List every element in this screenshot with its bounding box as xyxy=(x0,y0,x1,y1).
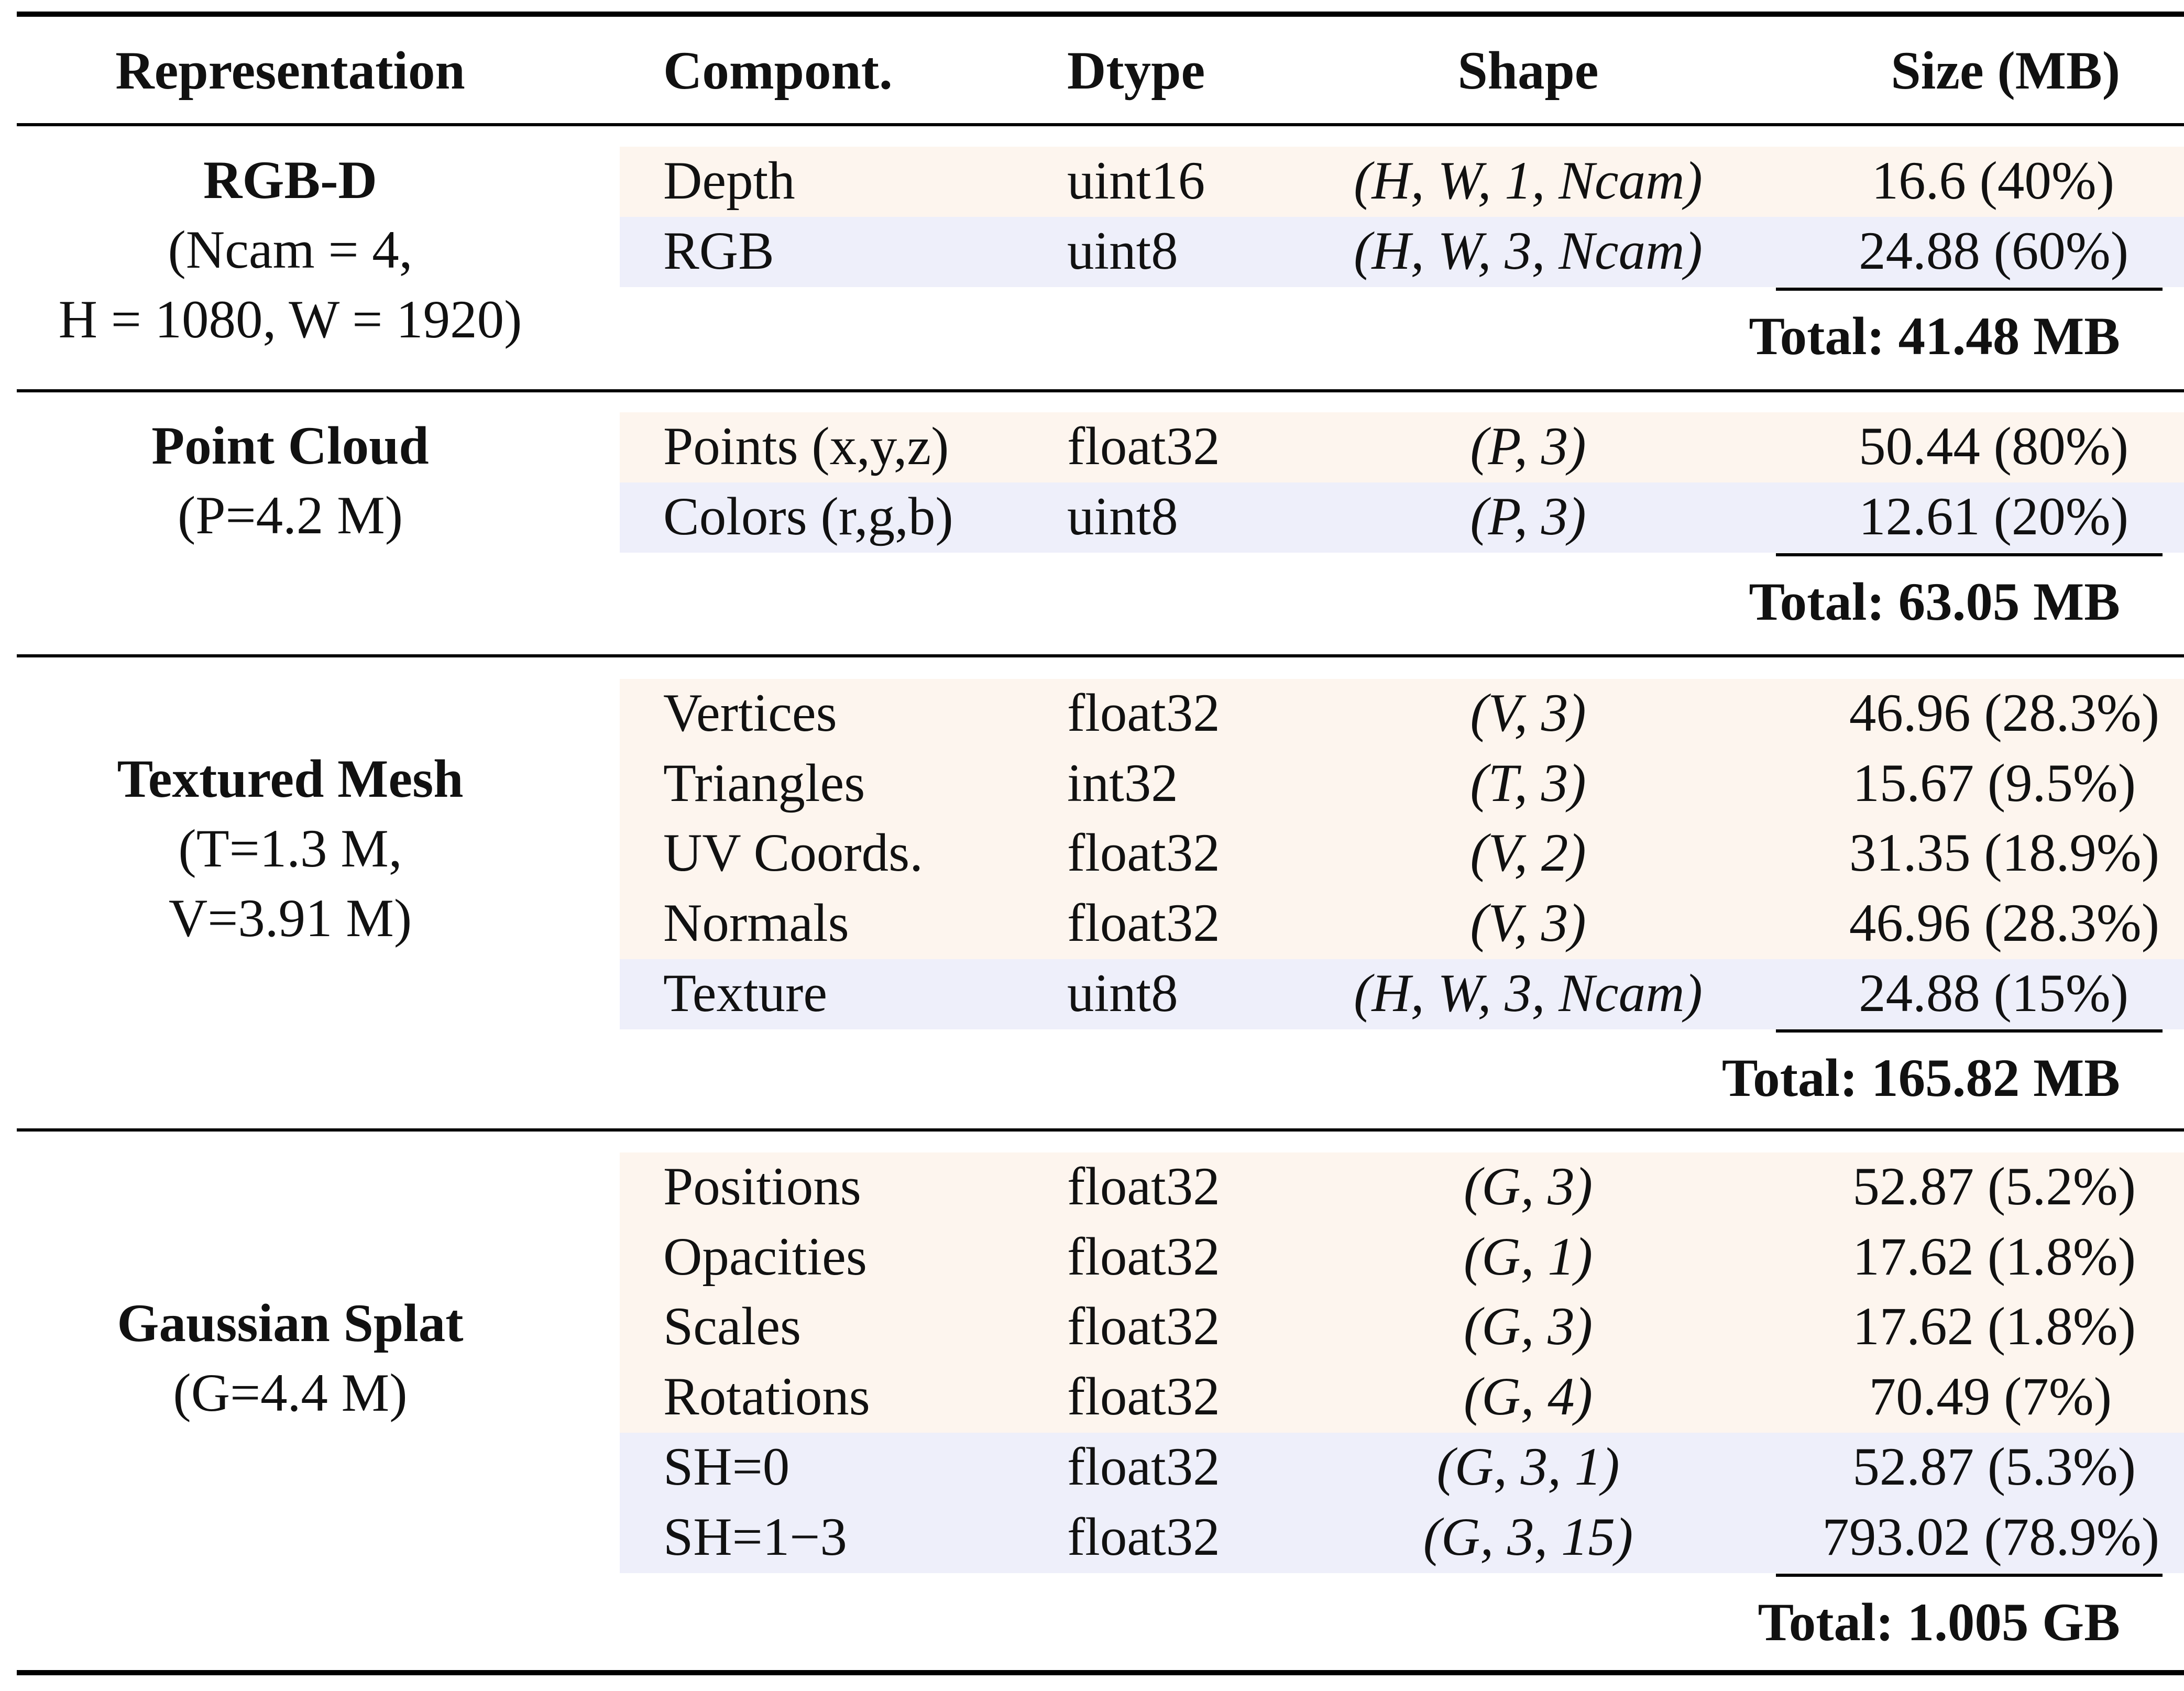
group-total: Total: 1.005 GB xyxy=(1758,1593,2120,1652)
dtype-cell: uint8 xyxy=(1067,221,1178,281)
component-cell: SH=1−3 xyxy=(663,1507,847,1567)
dtype-cell: uint16 xyxy=(1067,151,1205,211)
component-cell: Texture xyxy=(663,963,828,1023)
size-cell: 15.67 (9.5%) xyxy=(1852,753,2136,813)
size-cell: 46.96 (28.3%) xyxy=(1849,683,2159,743)
representation-name: Gaussian Splat xyxy=(117,1293,464,1353)
component-cell: Vertices xyxy=(663,683,837,743)
component-cell: UV Coords. xyxy=(663,823,923,883)
size-cell: 793.02 (78.9%) xyxy=(1822,1507,2159,1567)
header-shape: Shape xyxy=(1457,41,1599,101)
shape-cell: (G, 3, 1) xyxy=(1436,1437,1620,1497)
dtype-cell: uint8 xyxy=(1067,963,1178,1023)
subtotal-rule xyxy=(1776,1029,2163,1033)
representation-cell xyxy=(117,1289,463,1428)
group-total: Total: 165.82 MB xyxy=(1721,1048,2120,1108)
header-dtype: Dtype xyxy=(1067,41,1205,101)
dtype-cell: float32 xyxy=(1067,1437,1220,1497)
dtype-cell: float32 xyxy=(1067,1227,1220,1287)
header-representation: Representation xyxy=(115,41,465,101)
representation-params: V=3.91 M) xyxy=(168,888,412,948)
dtype-cell: float32 xyxy=(1067,416,1220,476)
shape-cell: (G, 3) xyxy=(1464,1297,1593,1356)
group-total: Total: 63.05 MB xyxy=(1749,572,2120,632)
dtype-cell: float32 xyxy=(1067,1157,1220,1216)
representation-name: RGB-D xyxy=(203,150,377,210)
component-cell: Colors (r,g,b) xyxy=(663,487,953,546)
representation-cell xyxy=(151,411,429,551)
component-cell: Opacities xyxy=(663,1227,867,1287)
dtype-cell: float32 xyxy=(1067,1507,1220,1567)
component-cell: Depth xyxy=(663,151,795,211)
header-component: Compont. xyxy=(663,41,893,101)
representation-params: (Ncam = 4, xyxy=(168,220,413,280)
component-cell: Scales xyxy=(663,1297,802,1356)
group-divider xyxy=(17,1128,2184,1132)
size-cell: 46.96 (28.3%) xyxy=(1849,893,2159,953)
group-divider xyxy=(17,389,2184,392)
component-cell: Rotations xyxy=(663,1367,870,1426)
size-cell: 70.49 (7%) xyxy=(1869,1367,2112,1426)
shape-cell: (H, W, 1, Ncam) xyxy=(1354,151,1703,211)
size-cell: 24.88 (15%) xyxy=(1859,963,2128,1023)
shape-cell: (G, 3) xyxy=(1464,1157,1593,1216)
bottom-rule xyxy=(17,1670,2184,1675)
representation-cell xyxy=(59,146,522,355)
representation-params: (T=1.3 M, xyxy=(178,819,402,879)
header-rule xyxy=(17,123,2184,126)
shape-cell: (G, 4) xyxy=(1464,1367,1593,1426)
shape-cell: (H, W, 3, Ncam) xyxy=(1354,963,1703,1023)
shape-cell: (H, W, 3, Ncam) xyxy=(1354,221,1703,281)
size-cell: 17.62 (1.8%) xyxy=(1852,1227,2136,1287)
component-cell: RGB xyxy=(663,221,774,281)
dtype-cell: int32 xyxy=(1067,753,1178,813)
size-cell: 24.88 (60%) xyxy=(1859,221,2128,281)
component-cell: Triangles xyxy=(663,753,865,813)
component-cell: Normals xyxy=(663,893,849,953)
group-divider xyxy=(17,654,2184,657)
size-cell: 31.35 (18.9%) xyxy=(1849,823,2159,883)
size-cell: 12.61 (20%) xyxy=(1859,487,2128,546)
dtype-cell: float32 xyxy=(1067,1367,1220,1426)
top-rule xyxy=(17,12,2184,17)
dtype-cell: float32 xyxy=(1067,683,1220,743)
dtype-cell: float32 xyxy=(1067,1297,1220,1356)
size-cell: 52.87 (5.3%) xyxy=(1852,1437,2136,1497)
representation-name: Textured Mesh xyxy=(117,749,464,809)
size-cell: 17.62 (1.8%) xyxy=(1852,1297,2136,1356)
component-cell: Points (x,y,z) xyxy=(663,416,949,476)
representation-params: (G=4.4 M) xyxy=(173,1363,408,1423)
shape-cell: (P, 3) xyxy=(1470,487,1586,546)
representation-params: (P=4.2 M) xyxy=(177,486,403,545)
subtotal-rule xyxy=(1776,288,2163,291)
shape-cell: (P, 3) xyxy=(1470,416,1586,476)
shape-cell: (G, 3, 15) xyxy=(1423,1507,1633,1567)
size-cell: 16.6 (40%) xyxy=(1871,151,2114,211)
subtotal-rule xyxy=(1776,1574,2163,1577)
dtype-cell: uint8 xyxy=(1067,487,1178,546)
shape-cell: (V, 3) xyxy=(1470,893,1586,953)
component-cell: Positions xyxy=(663,1157,861,1216)
subtotal-rule xyxy=(1776,553,2163,556)
dtype-cell: float32 xyxy=(1067,893,1220,953)
group-total: Total: 41.48 MB xyxy=(1749,306,2120,366)
shape-cell: (V, 3) xyxy=(1470,683,1586,743)
size-cell: 50.44 (80%) xyxy=(1859,416,2128,476)
representation-cell xyxy=(117,744,464,953)
shape-cell: (V, 2) xyxy=(1470,823,1586,883)
component-cell: SH=0 xyxy=(663,1437,790,1497)
size-cell: 52.87 (5.2%) xyxy=(1852,1157,2136,1216)
representation-params: H = 1080, W = 1920) xyxy=(58,290,522,349)
header-size: Size (MB) xyxy=(1891,41,2120,101)
dtype-cell: float32 xyxy=(1067,823,1220,883)
shape-cell: (T, 3) xyxy=(1470,753,1586,813)
representation-name: Point Cloud xyxy=(151,416,429,476)
shape-cell: (G, 1) xyxy=(1464,1227,1593,1287)
